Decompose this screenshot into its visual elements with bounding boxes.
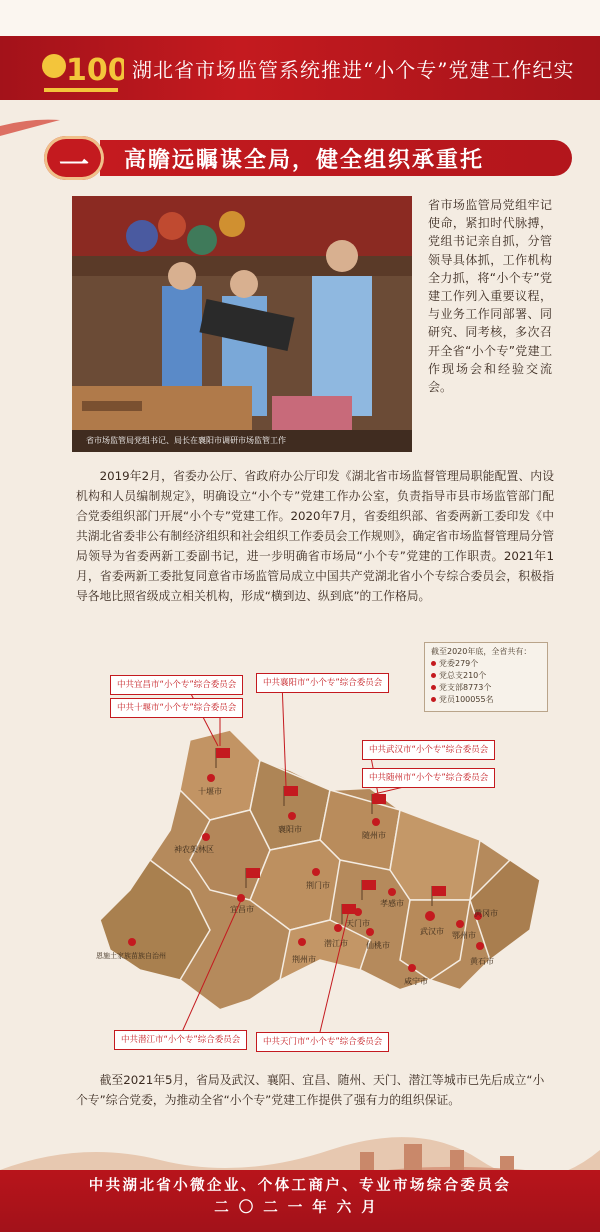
svg-text:襄阳市: 襄阳市 — [278, 825, 302, 834]
callout-suizhou: 中共随州市“小个专”综合委员会 — [362, 768, 495, 788]
party-centenary-logo — [38, 40, 124, 100]
svg-text:随州市: 随州市 — [362, 831, 386, 840]
callout-tianmen: 中共天门市“小个专”综合委员会 — [256, 1032, 389, 1052]
section-number: 一 — [59, 148, 89, 183]
svg-text:黄冈市: 黄冈市 — [474, 909, 498, 918]
body-paragraph: 2019年2月，省委办公厅、省政府办公厅印发《湖北省市场监督管理局职能配置、内设机构和人员编制规定》，明确设立“小个专”党建工作办公室，负责指导市县市场监管部门配合党委组织部门开展“小个专”党建工作。2020年7月，省委组织部、省委两新工委印发《中共湖北省委非公有制经济组织和社会组织工作委员会工作规则》，确定省市场监督管理局分管局领导为省委两新工委副书记，进一步明确省市场局“小个专”党建的工作职责。2021年1月，省委两新工委批复同意省市场监管局成立中国共产党湖北省小个专综合委员会，积极指导各地比照省级成立相关机构，形成“横到边、纵到底”的工作格局。 — [76, 469, 554, 603]
inspection-photo — [72, 196, 412, 452]
stats-legend — [424, 642, 548, 712]
svg-text:宜昌市: 宜昌市 — [230, 905, 254, 914]
callout-yichang: 中共宜昌市“小个专”综合委员会 — [110, 675, 243, 695]
header-banner — [0, 36, 600, 100]
legend-item: 党支部8773个 — [431, 682, 541, 694]
closing-paragraph: 截至2021年5月，省局及武汉、襄阳、宜昌、随州、天门、潜江等城市已先后成立“小个专”综合党委，为推动全省“小个专”党建工作提供了强有力的组织保证。 — [76, 1073, 545, 1107]
page-title: 湖北省市场监管系统推进“小个专”党建工作纪实 — [132, 58, 575, 82]
legend-item: 党委279个 — [431, 658, 541, 670]
svg-text:神农架林区: 神农架林区 — [174, 845, 214, 854]
callout-qianjiang: 中共潜江市“小个专”综合委员会 — [114, 1030, 247, 1050]
footer-organization: 中共湖北省小微企业、个体工商户、专业市场综合委员会 — [88, 1178, 512, 1194]
top-strip — [0, 0, 600, 36]
callout-shiyan: 中共十堰市“小个专”综合委员会 — [110, 698, 243, 718]
legend-item: 党员100055名 — [431, 694, 541, 706]
svg-text:天门市: 天门市 — [346, 919, 370, 928]
callout-xiangyang: 中共襄阳市“小个专”综合委员会 — [256, 673, 389, 693]
footer-date: 二〇二一年六月 — [214, 1200, 386, 1216]
photo-caption: 省市场监管局党组书记、局长在襄阳市调研市场监管工作 — [72, 430, 412, 452]
svg-text:孝感市: 孝感市 — [380, 899, 404, 908]
svg-text:武汉市: 武汉市 — [420, 927, 444, 936]
section-title: 高瞻远瞩谋全局，健全组织承重托 — [124, 147, 485, 173]
svg-text:潜江市: 潜江市 — [324, 939, 348, 948]
callout-wuhan: 中共武汉市“小个专”综合委员会 — [362, 740, 495, 760]
svg-text:荆州市: 荆州市 — [292, 955, 316, 964]
svg-text:十堰市: 十堰市 — [198, 787, 222, 796]
svg-text:鄂州市: 鄂州市 — [452, 931, 476, 940]
svg-text:100: 100 — [66, 53, 124, 88]
svg-text:咸宁市: 咸宁市 — [404, 977, 428, 986]
svg-text:仙桃市: 仙桃市 — [366, 941, 390, 950]
legend-title: 截至2020年底，全省共有： — [431, 647, 532, 656]
svg-text:黄石市: 黄石市 — [470, 957, 494, 966]
section-number-badge — [44, 136, 104, 183]
side-paragraph: 省市场监管局党组牢记使命，紧扣时代脉搏，党组书记亲自抓，分管领导具体抓，工作机构全力抓，将“小个专”党建工作列入重要议程，与业务工作同部署、同研究、同考核，多次召开全省“小个专”党建工作现场会和经验交流会。 — [428, 198, 552, 395]
svg-text:恩施土家族苗族自治州: 恩施土家族苗族自治州 — [96, 952, 166, 960]
legend-item: 党总支210个 — [431, 670, 541, 682]
svg-text:荆门市: 荆门市 — [306, 881, 330, 890]
